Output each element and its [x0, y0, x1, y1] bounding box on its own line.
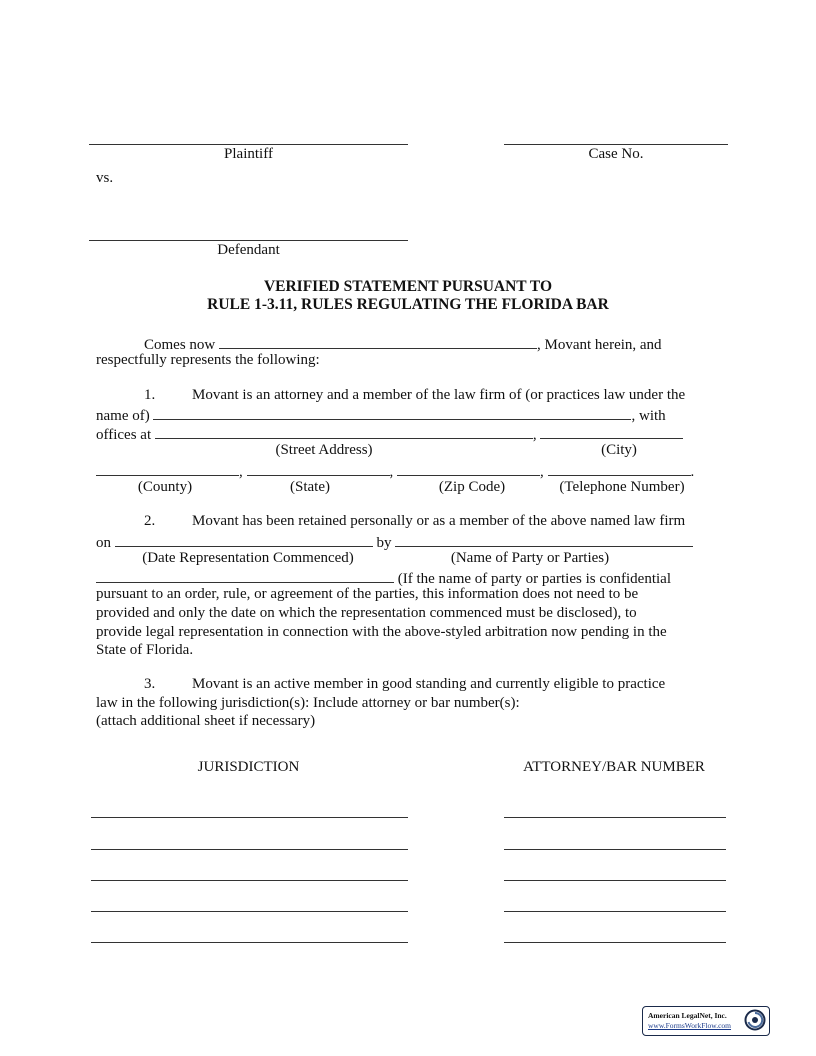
para2-line4: provide legal representation in connection with the above-styled arbitration now pending in the [96, 624, 667, 640]
confidential-text: (If the name of party or parties is confidential [397, 571, 671, 587]
para3-text: Movant is an active member in good standing and currently eligible to practice [192, 676, 666, 692]
para1-offices-line [96, 424, 683, 444]
logo-company-text: American LegalNet, Inc. [648, 1011, 727, 1020]
intro-line [144, 334, 662, 354]
jurisdiction-field[interactable] [91, 911, 408, 912]
para3-number: 3. [144, 676, 156, 692]
swirl-logo-icon [744, 1009, 766, 1031]
jurisdiction-field[interactable] [91, 942, 408, 943]
document-title-line2: RULE 1-3.11, RULES REGULATING THE FLORIDA BAR [207, 296, 609, 313]
zip-code-label: (Zip Code) [438, 479, 506, 495]
law-firm-name-field[interactable] [153, 405, 631, 420]
jurisdiction-field[interactable] [91, 880, 408, 881]
with-text: , with [631, 408, 666, 424]
county-label: (County) [137, 479, 193, 495]
party-name-field[interactable] [395, 532, 693, 547]
telephone-field[interactable] [548, 461, 691, 476]
para1-address-line2 [96, 461, 694, 481]
name-of-text: name of) [96, 408, 150, 424]
party-name-continued-field[interactable] [96, 568, 394, 583]
county-field[interactable] [96, 461, 239, 476]
bar-number-header: ATTORNEY/BAR NUMBER [523, 759, 705, 775]
plaintiff-line [89, 144, 408, 145]
city-label: (City) [601, 442, 637, 458]
para2-line2: pursuant to an order, rule, or agreement of the parties, this information does not need to be [96, 586, 639, 602]
movant-herein-text: , Movant herein, and [537, 337, 662, 353]
para3-line3: (attach additional sheet if necessary) [96, 713, 316, 729]
on-text: on [96, 535, 111, 551]
comma: , [532, 427, 537, 443]
by-text: by [376, 535, 392, 551]
document-title-line1: VERIFIED STATEMENT PURSUANT TO [263, 278, 553, 295]
party-name-label: (Name of Party or Parties) [450, 550, 610, 566]
defendant-line [89, 240, 408, 241]
para2-number: 2. [144, 513, 156, 529]
bar-number-field[interactable] [504, 911, 726, 912]
case-no-line [504, 144, 728, 145]
bar-number-field[interactable] [504, 817, 726, 818]
american-legalnet-logo[interactable] [642, 1006, 770, 1036]
jurisdiction-field[interactable] [91, 817, 408, 818]
state-label: (State) [290, 479, 330, 495]
street-address-label: (Street Address) [275, 442, 373, 458]
zip-code-field[interactable] [397, 461, 540, 476]
offices-at-text: offices at [96, 427, 152, 443]
street-address-field[interactable] [155, 424, 533, 439]
comes-now-text: Comes now [144, 337, 216, 353]
period: . [690, 464, 695, 480]
para2-text: Movant has been retained personally or as a member of the above named law firm [192, 513, 686, 529]
date-representation-field[interactable] [115, 532, 373, 547]
para2-line5: State of Florida. [96, 642, 194, 658]
state-field[interactable] [247, 461, 390, 476]
para1-number: 1. [144, 387, 156, 403]
defendant-label: Defendant [217, 242, 280, 258]
telephone-label: (Telephone Number) [559, 479, 685, 495]
para1-text: Movant is an attorney and a member of the law firm of (or practices law under the [192, 387, 686, 403]
movant-name-field[interactable] [219, 334, 537, 349]
logo-url-link[interactable]: www.FormsWorkFlow.com [648, 1021, 732, 1030]
respectfully-text: respectfully represents the following: [96, 352, 320, 368]
para2-party-line [96, 568, 671, 588]
para2-on-line [96, 532, 693, 552]
comma: , [239, 464, 243, 480]
vs-label: vs. [96, 170, 114, 186]
case-no-label: Case No. [588, 146, 644, 162]
bar-number-field[interactable] [504, 849, 726, 850]
para3-line2: law in the following jurisdiction(s): Include attorney or bar number(s): [96, 695, 520, 711]
comma: , [389, 464, 394, 480]
jurisdiction-field[interactable] [91, 849, 408, 850]
city-field[interactable] [540, 424, 683, 439]
para1-name-line [96, 405, 666, 425]
jurisdiction-header: JURISDICTION [197, 759, 300, 775]
plaintiff-label: Plaintiff [224, 146, 273, 162]
para2-line3: provided and only the date on which the representation commenced must be disclosed), to [96, 605, 637, 621]
bar-number-field[interactable] [504, 942, 726, 943]
comma: , [540, 464, 544, 480]
date-representation-label: (Date Representation Commenced) [142, 550, 354, 566]
bar-number-field[interactable] [504, 880, 726, 881]
